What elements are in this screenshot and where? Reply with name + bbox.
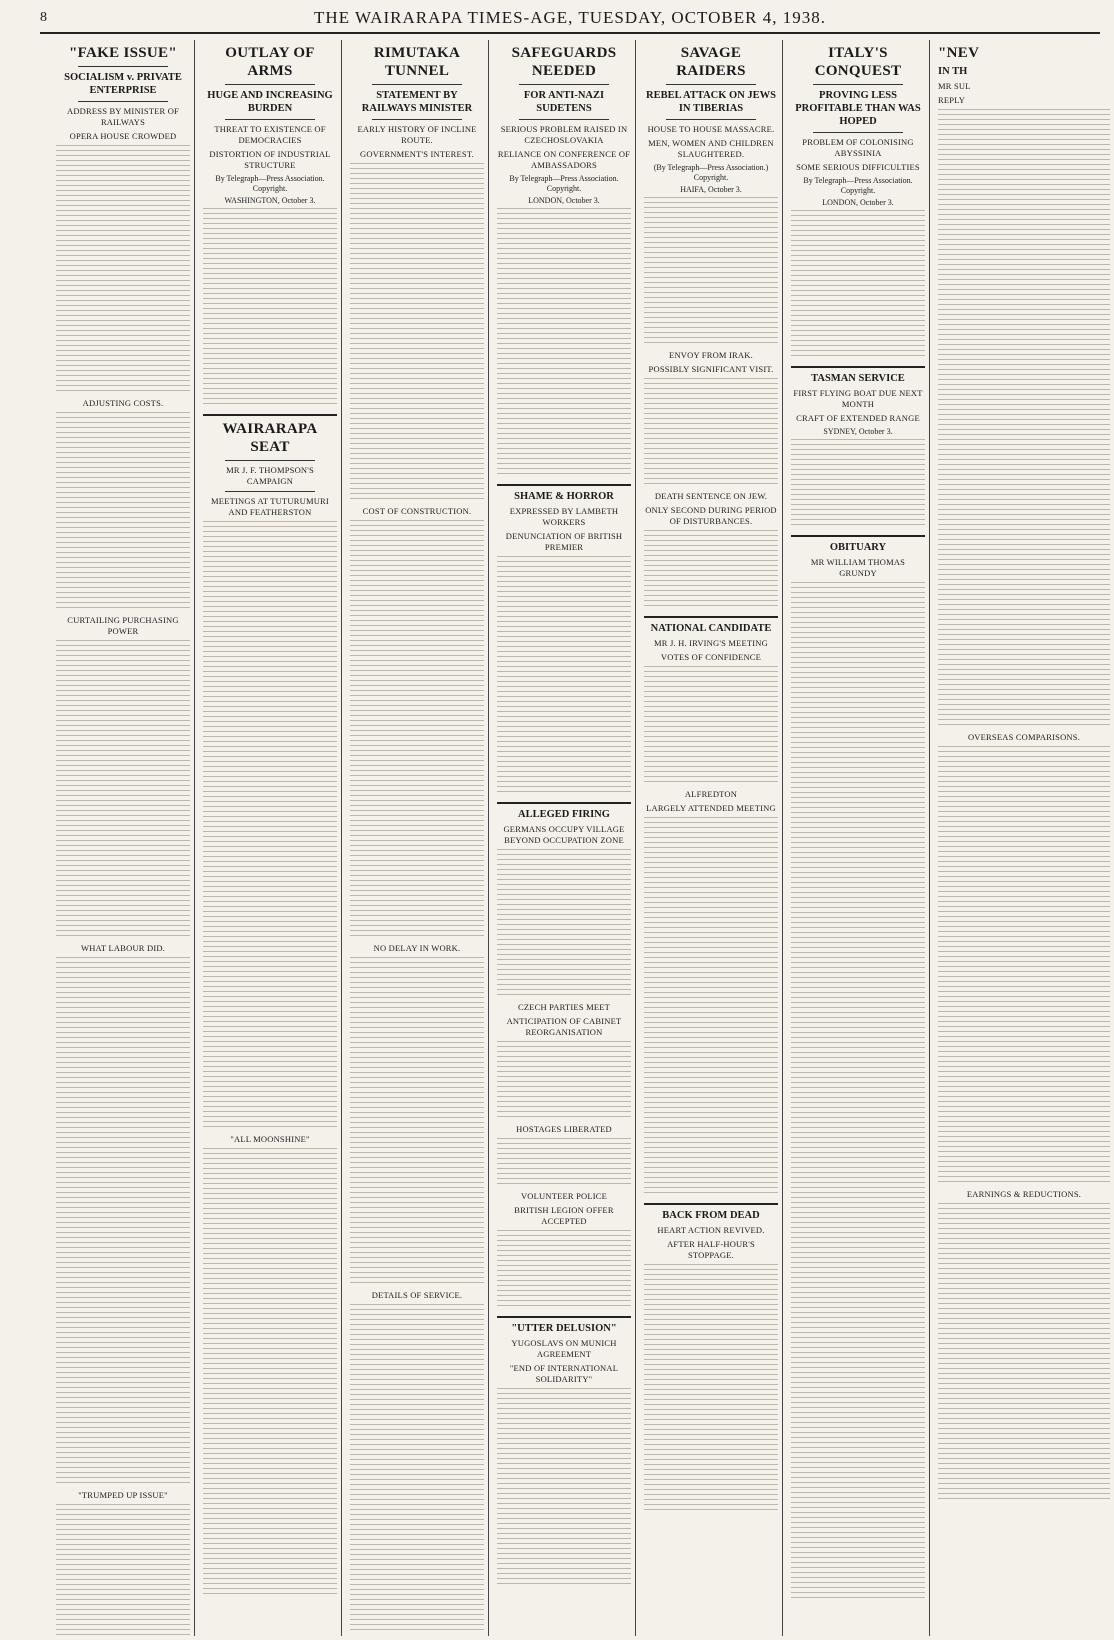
dateline: LONDON, October 3.: [822, 198, 894, 207]
deck-government-interest: GOVERNMENT'S INTEREST.: [360, 149, 474, 159]
subhead-yugoslavs: YUGOSLAVS ON MUNICH AGREEMENT: [511, 1338, 617, 1359]
headline-fake-issue: "FAKE ISSUE": [69, 45, 177, 61]
section-all-moonshine: "ALL MOONSHINE": [230, 1134, 310, 1144]
headline-national-candidate: NATIONAL CANDIDATE: [650, 623, 772, 634]
headline-alleged-firing: ALLEGED FIRING: [518, 809, 610, 820]
article-body: [56, 145, 190, 395]
deck-address: ADDRESS BY MINISTER OF RAILWAYS: [66, 106, 179, 127]
credit-line: By Telegraph—Press Association. Copyright.: [803, 176, 913, 195]
headline-hostages: HOSTAGES LIBERATED: [516, 1124, 612, 1134]
news-columns: [52, 40, 1114, 1638]
column-7: [934, 40, 1114, 1636]
subhead-attended: LARGELY ATTENDED MEETING: [646, 803, 776, 813]
article-body: [938, 1203, 1110, 1503]
deck-craft: CRAFT OF EXTENDED RANGE: [796, 413, 920, 423]
subhead-flying-boat: FIRST FLYING BOAT DUE NEXT MONTH: [793, 388, 923, 409]
deck-reliance: RELIANCE ON CONFERENCE OF AMBASSADORS: [497, 149, 631, 170]
subhead-statement: STATEMENT BY RAILWAYS MINISTER: [361, 90, 473, 114]
section-what-labour-did: WHAT LABOUR DID.: [80, 943, 166, 953]
headline-safeguards-needed: SAFEGUARDS NEEDED: [511, 45, 617, 79]
article-body: [56, 1504, 190, 1636]
dateline: LONDON, October 3.: [528, 196, 600, 205]
headline-death-sentence: DEATH SENTENCE ON JEW.: [654, 491, 768, 501]
column-4: [493, 40, 636, 1636]
article-body: [644, 378, 778, 488]
headline-utter-delusion: "UTTER DELUSION": [511, 1323, 617, 1334]
headline-shame-horror: SHAME & HORROR: [514, 491, 614, 502]
section-curtailing: CURTAILING PURCHASING POWER: [67, 615, 179, 636]
dateline: SYDNEY, October 3.: [823, 427, 893, 436]
section-adjusting-costs: ADJUSTING COSTS.: [82, 398, 164, 408]
subhead-huge-burden: HUGE AND INCREASING BURDEN: [207, 90, 333, 114]
section-overseas: OVERSEAS COMPARISONS.: [967, 732, 1081, 742]
page-number: 8: [40, 10, 48, 25]
article-body: [644, 530, 778, 610]
deck-difficulties: SOME SERIOUS DIFFICULTIES: [796, 162, 920, 172]
deck-threat: THREAT TO EXISTENCE OF DEMOCRACIES: [214, 124, 326, 145]
subhead-lambeth: EXPRESSED BY LAMBETH WORKERS: [509, 506, 619, 527]
article-body: [497, 1388, 631, 1588]
article-body: [350, 520, 484, 940]
headline-obituary: OBITUARY: [829, 542, 887, 553]
subhead-in-the: IN TH: [938, 66, 968, 77]
headline-alfredton: ALFREDTON: [684, 789, 738, 799]
subhead-legion: BRITISH LEGION OFFER ACCEPTED: [514, 1205, 614, 1226]
article-body: [350, 957, 484, 1287]
column-1: [52, 40, 195, 1636]
subhead-second: ONLY SECOND DURING PERIOD OF DISTURBANCES.: [645, 505, 777, 526]
deck-meetings: MEETINGS AT TUTURUMURI AND FEATHERSTON: [211, 496, 329, 517]
article-body: [497, 556, 631, 796]
subhead-less-profitable: PROVING LESS PROFITABLE THAN WAS HOPED: [795, 90, 921, 127]
dateline: WASHINGTON, October 3.: [224, 196, 316, 205]
headline-never: "NEV: [938, 45, 980, 61]
column-2: [199, 40, 342, 1636]
subhead-cabinet: ANTICIPATION OF CABINET REORGANISATION: [506, 1016, 622, 1037]
deck-distortion: DISTORTION OF INDUSTRIAL STRUCTURE: [209, 149, 331, 170]
deck-denunciation: DENUNCIATION OF BRITISH PREMIER: [505, 531, 623, 552]
article-body: [56, 640, 190, 940]
article-body: [938, 109, 1110, 729]
credit-line: By Telegraph—Press Association. Copyright.: [215, 174, 325, 193]
deck-abyssinia: PROBLEM OF COLONISING ABYSSINIA: [802, 137, 914, 158]
section-no-delay: NO DELAY IN WORK.: [373, 943, 461, 953]
subhead-heart: HEART ACTION REVIVED.: [657, 1225, 765, 1235]
article-body: [791, 582, 925, 1602]
credit-line: By Telegraph—Press Association. Copyright.: [509, 174, 619, 193]
article-body: [791, 210, 925, 360]
subhead-socialism: SOCIALISM v. PRIVATE ENTERPRISE: [64, 72, 182, 96]
deck-slaughtered: MEN, WOMEN AND CHILDREN SLAUGHTERED.: [648, 138, 774, 159]
article-body: [938, 746, 1110, 1186]
headline-volunteer-police: VOLUNTEER POLICE: [520, 1191, 608, 1201]
subhead-germans-occupy: GERMANS OCCUPY VILLAGE BEYOND OCCUPATION ZONE: [503, 824, 625, 845]
subhead-visit: POSSIBLY SIGNIFICANT VISIT.: [648, 364, 774, 374]
article-body: [791, 439, 925, 529]
article-body: [644, 817, 778, 1197]
article-body: [56, 412, 190, 612]
deck-mr-sullivan: MR SUL: [938, 81, 971, 91]
headline-italys-conquest: ITALY'S CONQUEST: [814, 45, 902, 79]
article-body: [497, 1041, 631, 1121]
masthead: [40, 8, 1100, 34]
subhead-anti-nazi: FOR ANTI-NAZI SUDETENS: [523, 90, 605, 114]
article-body: [644, 197, 778, 347]
column-5: [640, 40, 783, 1636]
headline-tasman-service: TASMAN SERVICE: [811, 373, 905, 384]
masthead-title: THE WAIRARAPA TIMES-AGE, TUESDAY, OCTOBER 4, 1938.: [314, 8, 826, 27]
section-earnings: EARNINGS & REDUCTIONS.: [966, 1189, 1082, 1199]
deck-votes: VOTES OF CONFIDENCE: [660, 652, 762, 662]
article-body: [497, 849, 631, 999]
deck-stoppage: AFTER HALF-HOUR'S STOPPAGE.: [667, 1239, 755, 1260]
headline-wairarapa-seat: WAIRARAPA SEAT: [222, 421, 318, 455]
subhead-grundy: MR WILLIAM THOMAS GRUNDY: [810, 557, 906, 578]
deck-reply: REPLY: [938, 95, 966, 105]
credit-line: (By Telegraph—Press Association.) Copyright.: [653, 163, 769, 182]
article-body: [203, 208, 337, 408]
article-body: [350, 163, 484, 503]
article-body: [203, 521, 337, 1131]
headline-outlay-of-arms: OUTLAY OF ARMS: [225, 45, 315, 79]
subhead-rebel-attack: REBEL ATTACK ON JEWS IN TIBERIAS: [645, 90, 777, 114]
article-body: [497, 208, 631, 478]
headline-rimutaka-tunnel: RIMUTAKA TUNNEL: [373, 45, 461, 79]
section-cost-of-construction: COST OF CONSTRUCTION.: [362, 506, 472, 516]
subhead-irving: MR J. H. IRVING'S MEETING: [654, 638, 768, 648]
deck-serious-problem: SERIOUS PROBLEM RAISED IN CZECHOSLOVAKIA: [500, 124, 628, 145]
column-3: [346, 40, 489, 1636]
headline-savage-raiders: SAVAGE RAIDERS: [676, 45, 746, 79]
article-body: [56, 957, 190, 1487]
subhead-thompson: MR J. F. THOMPSON'S CAMPAIGN: [226, 465, 314, 486]
article-body: [644, 666, 778, 786]
article-body: [644, 1264, 778, 1514]
article-body: [497, 1230, 631, 1310]
headline-back-from-dead: BACK FROM DEAD: [662, 1210, 760, 1221]
section-details-of-service: DETAILS OF SERVICE.: [371, 1290, 463, 1300]
section-trumped-up: "TRUMPED UP ISSUE": [78, 1490, 168, 1500]
article-body: [203, 1148, 337, 1598]
deck-massacre: HOUSE TO HOUSE MASSACRE.: [647, 124, 775, 134]
deck-opera-house: OPERA HOUSE CROWDED: [69, 131, 177, 141]
article-body: [350, 1304, 484, 1634]
article-body: [497, 1138, 631, 1188]
deck-early-history: EARLY HISTORY OF INCLINE ROUTE.: [357, 124, 477, 145]
headline-envoy: ENVOY FROM IRAK.: [669, 350, 753, 360]
headline-czech-parties: CZECH PARTIES MEET: [517, 1002, 611, 1012]
column-6: [787, 40, 930, 1636]
deck-solidarity: "END OF INTERNATIONAL SOLIDARITY": [509, 1363, 619, 1384]
dateline: HAIFA, October 3.: [680, 185, 742, 194]
